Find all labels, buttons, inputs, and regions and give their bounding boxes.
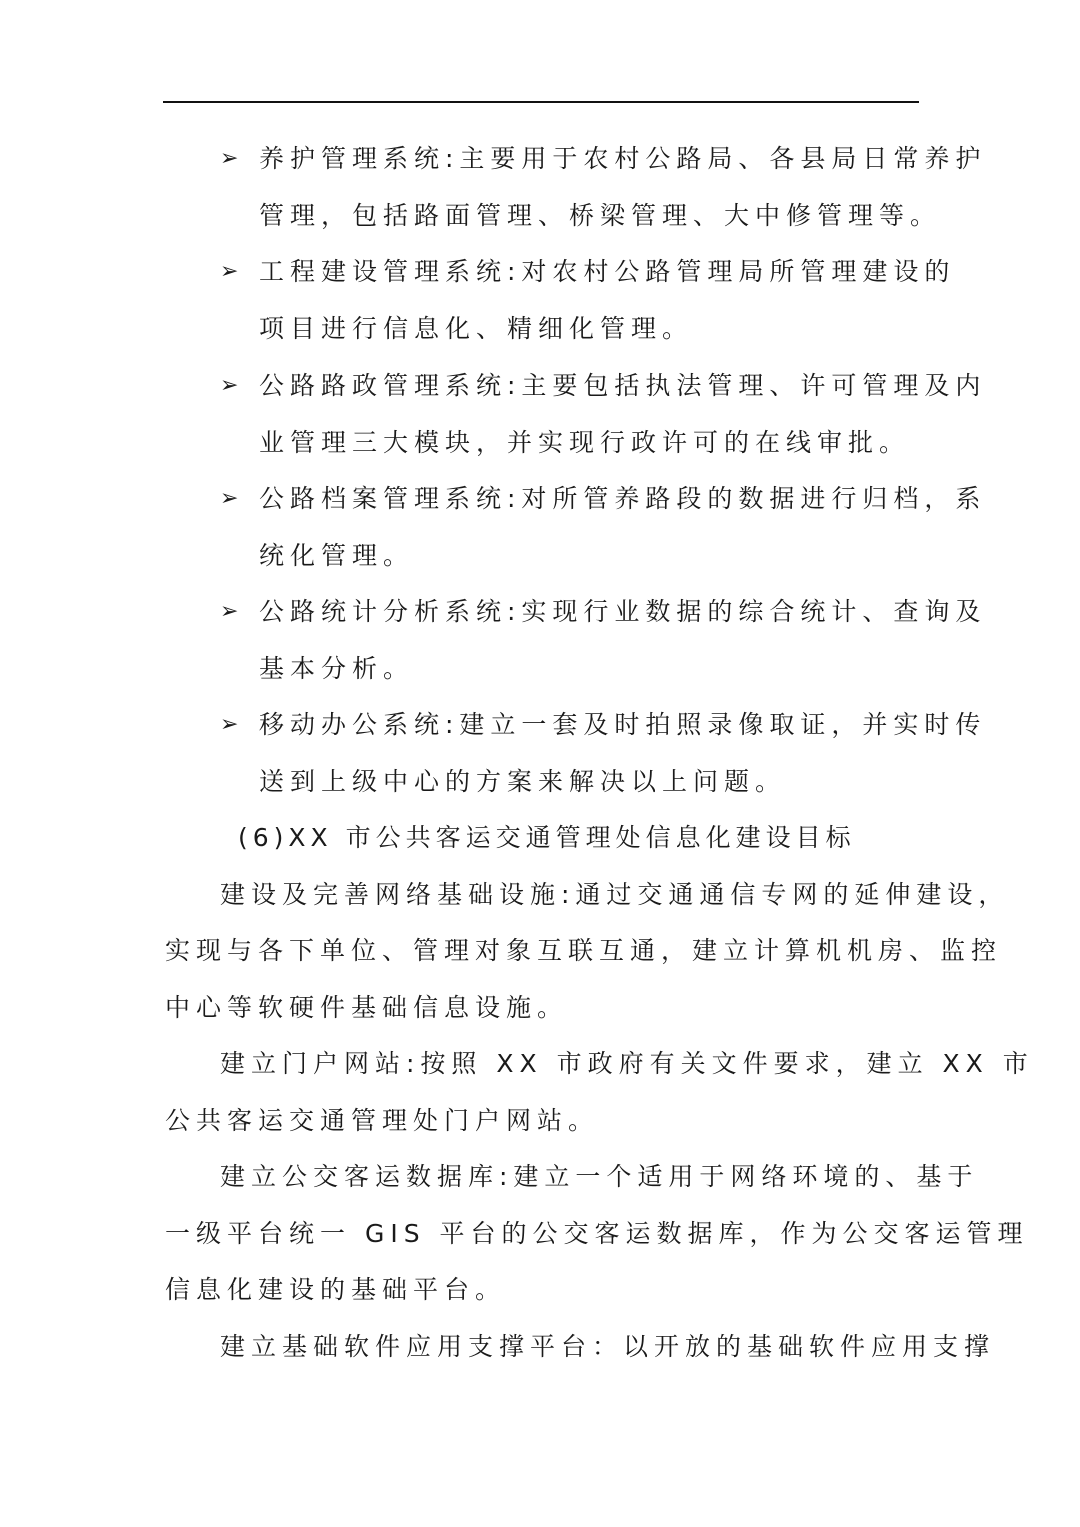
paragraph-line: 建立门户网站:按照 XX 市政府有关文件要求，建立 XX 市 <box>220 1049 1034 1078</box>
bullet-text-line2: 统化管理。 <box>259 541 415 570</box>
bullet-text-line1: 公路路政管理系统:主要包括执法管理、许可管理及内 <box>259 371 987 400</box>
bullet-text-line2: 送到上级中心的方案来解决以上问题。 <box>259 767 787 796</box>
bullet-text-line2: 业管理三大模块，并实现行政许可的在线审批。 <box>259 428 911 457</box>
paragraph-line: 建立基础软件应用支撑平台：以开放的基础软件应用支撑 <box>220 1332 996 1361</box>
paragraph-line: 建设及完善网络基础设施:通过交通通信专网的延伸建设， <box>220 880 1010 909</box>
paragraph-line: 信息化建设的基础平台。 <box>165 1275 507 1304</box>
header-rule <box>163 101 919 103</box>
bullet-text-line1: 工程建设管理系统:对农村公路管理局所管理建设的 <box>259 257 956 286</box>
bullet-text-line2: 管理，包括路面管理、桥梁管理、大中修管理等。 <box>259 201 942 230</box>
bullet-text-line2: 基本分析。 <box>259 654 415 683</box>
bullet-text-line1: 公路档案管理系统:对所管养路段的数据进行归档，系 <box>259 484 987 513</box>
paragraph-line: 建立公交客运数据库:建立一个适用于网络环境的、基于 <box>220 1162 979 1191</box>
bullet-text-line1: 移动办公系统:建立一套及时拍照录像取证，并实时传 <box>259 710 987 739</box>
arrow-bullet-icon: ➢ <box>220 146 239 171</box>
paragraph-line: 公共客运交通管理处门户网站。 <box>165 1106 600 1135</box>
paragraph-line: 一级平台统一 GIS 平台的公交客运数据库，作为公交客运管理 <box>165 1219 1029 1248</box>
arrow-bullet-icon: ➢ <box>220 259 239 284</box>
arrow-bullet-icon: ➢ <box>220 712 239 737</box>
bullet-text-line2: 项目进行信息化、精细化管理。 <box>259 314 694 343</box>
arrow-bullet-icon: ➢ <box>220 373 239 398</box>
arrow-bullet-icon: ➢ <box>220 486 239 511</box>
paragraph-line: 实现与各下单位、管理对象互联互通，建立计算机机房、监控 <box>165 936 1003 965</box>
bullet-text-line1: 养护管理系统:主要用于农村公路局、各县局日常养护 <box>259 144 987 173</box>
paragraph-line: 中心等软硬件基础信息设施。 <box>165 993 569 1022</box>
arrow-bullet-icon: ➢ <box>220 599 239 624</box>
section-heading: (6)XX 市公共客运交通管理处信息化建设目标 <box>238 823 856 852</box>
bullet-text-line1: 公路统计分析系统:实现行业数据的综合统计、查询及 <box>259 597 987 626</box>
